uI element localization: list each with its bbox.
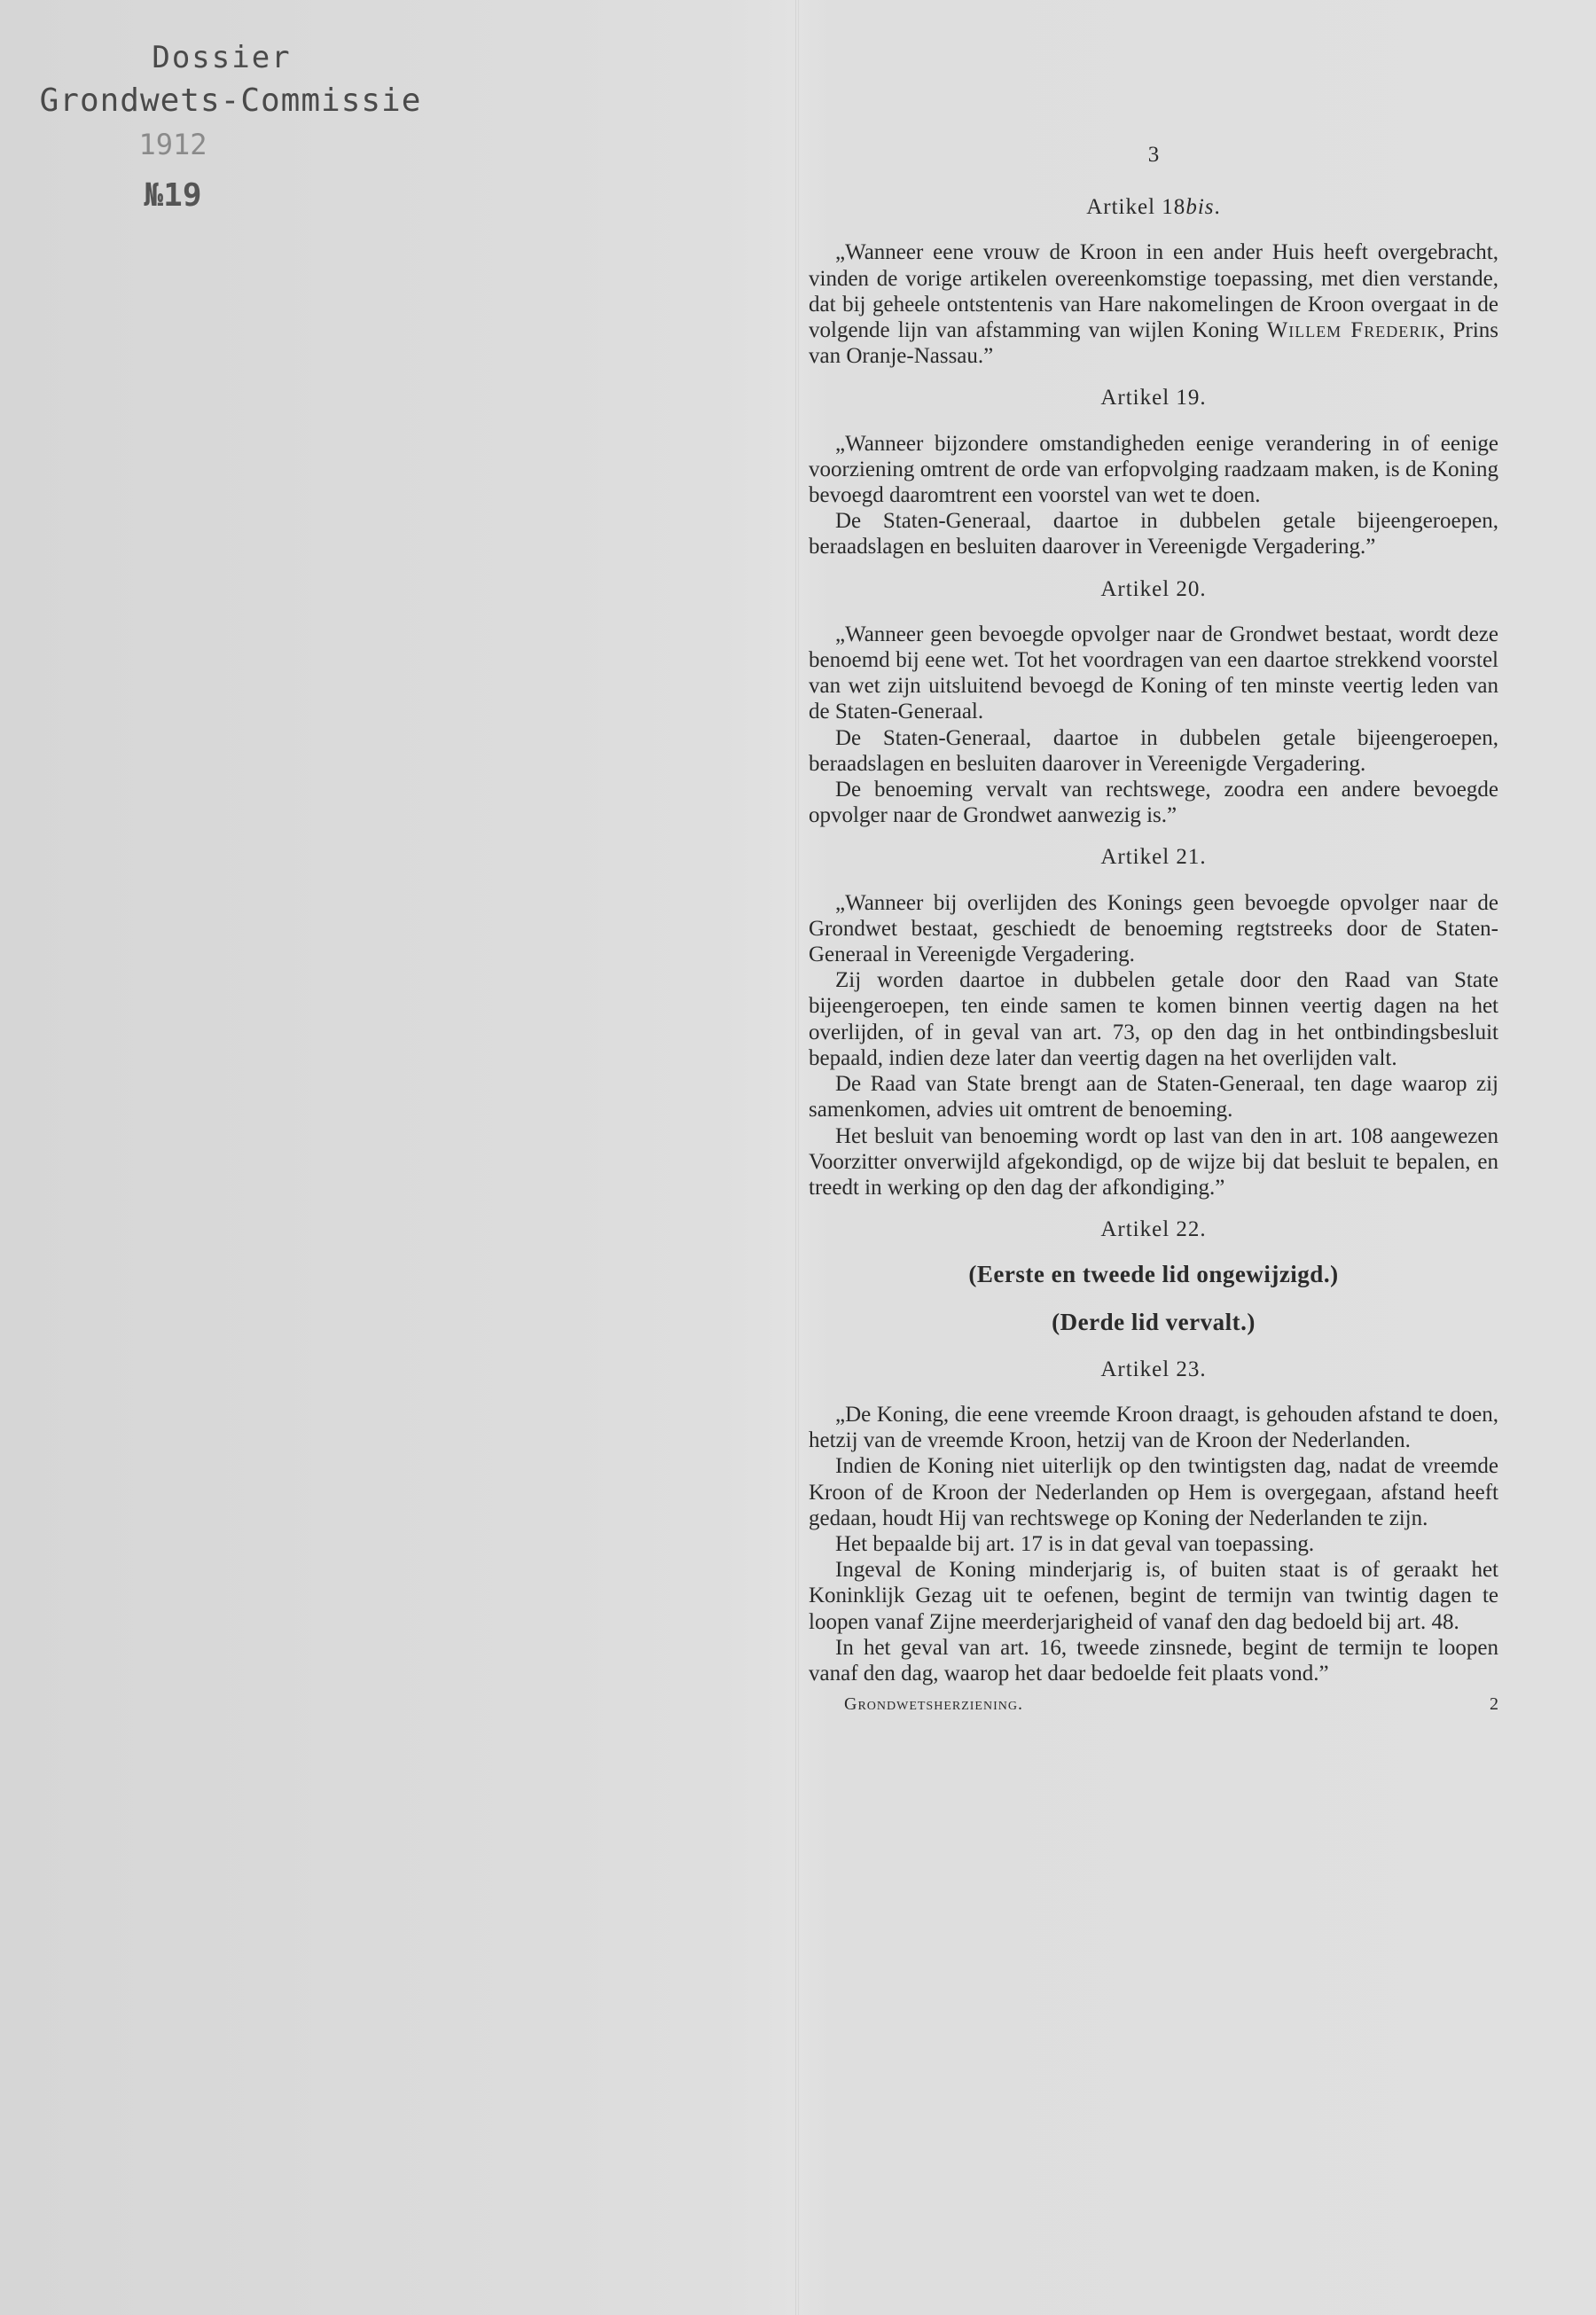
article-18bis-paragraph bbox=[809, 239, 1498, 369]
article-23-paragraph-4: Ingeval de Koning minderjarig is, of buiten staat is of geraakt het Koninklijk Gezag uit te oefenen, begint de termijn van twintig dagen te loopen vanaf Zijne meerderjarigheid of vanaf den dag bedoeld bij art. 48. bbox=[809, 1558, 1498, 1634]
stamp-number: №19 bbox=[144, 177, 202, 214]
article-21-paragraph-2: Zij worden daartoe in dubbelen getale door den Raad van State bijeengeroepen, ten einde samen te komen binnen veertig dagen na het overlijden, of in geval van art. 73, op den dag in het ontbindingsbesluit bepaald, indien deze later dan veertig dagen na het overlijden valt. bbox=[809, 968, 1498, 1070]
article-heading-19: Artikel 19. bbox=[1100, 386, 1207, 411]
article-20-paragraph-2: De Staten-Generaal, daartoe in dubbelen getale bijeengeroepen, beraadslagen en besluiten daarover in Vereenigde Vergadering. bbox=[809, 725, 1498, 776]
page-fold bbox=[795, 0, 799, 2315]
paragraph-tail: , Prins van Oranje-Nassau.” bbox=[809, 318, 1499, 369]
archive-stamp bbox=[35, 40, 426, 214]
article-heading-suffix: bis bbox=[1185, 195, 1215, 220]
article-19-paragraph-2: De Staten-Generaal, daartoe in dubbelen getale bijeengeroepen, beraadslagen en besluiten daarover in Vereenigde Vergadering.” bbox=[809, 509, 1498, 559]
article-heading-20: Artikel 20. bbox=[1100, 576, 1207, 601]
text-column bbox=[809, 142, 1498, 1717]
article-19-paragraph-1: „Wanneer bijzondere omstandigheden eenige verandering in of eenige voorziening omtrent de orde van erfopvolging raadzaam maken, is de Koning bevoegd daaromtrent een voorstel van wet te doen. bbox=[809, 431, 1498, 508]
article-23-paragraph-1: „De Koning, die eene vreemde Kroon draagt, is gehouden afstand te doen, hetzij van de vreemde Kroon, hetzij van de Kroon der Nederlanden. bbox=[809, 1402, 1498, 1453]
article-21-paragraph-3: De Raad van State brengt aan de Staten-Generaal, ten dage waarop zij samenkomen, advies uit omtrent de benoeming. bbox=[809, 1072, 1498, 1122]
article-20-paragraph-3: De benoeming vervalt van rechtswege, zoodra een andere bevoegde opvolger naar de Grondwet aanwezig is.” bbox=[809, 778, 1498, 828]
article-heading-21: Artikel 21. bbox=[1100, 845, 1207, 870]
article-23-paragraph-2: Indien de Koning niet uiterlijk op den twintigsten dag, nadat de vreemde Kroon of de Kroon der Nederlanden op Hem is overgegaan, afstand heeft gedaan, houdt Hij van rechtswege op Koning der Nederlanden te zijn. bbox=[809, 1454, 1498, 1530]
article-heading-end: . bbox=[1214, 195, 1221, 220]
article-heading-text: Artikel 18 bbox=[1086, 195, 1186, 220]
stamp-year: 1912 bbox=[138, 128, 207, 161]
article-22-note-1: (Eerste en tweede lid ongewijzigd.) bbox=[968, 1261, 1339, 1288]
article-21-paragraph-1: „Wanneer bij overlijden des Konings geen bevoegde opvolger naar de Grondwet bestaat, geschiedt de benoeming regtstreeks door de Staten-Generaal in Vereenigde Vergadering. bbox=[809, 890, 1498, 967]
article-22-note-2: (Derde lid vervalt.) bbox=[1052, 1308, 1256, 1335]
article-heading-18bis bbox=[809, 194, 1498, 220]
article-23-paragraph-3: Het bepaalde bij art. 17 is in dat geval van toepassing. bbox=[835, 1531, 1315, 1556]
article-20-paragraph-1: „Wanneer geen bevoegde opvolger naar de Grondwet bestaat, wordt deze benoemd bij eene wet. Tot het voordragen van een daartoe strekkend voorstel van wet zijn uitsluitend bevoegd de Koning of ten minste veertig leden van de Staten-Generaal. bbox=[809, 622, 1498, 724]
page-number: 3 bbox=[1147, 143, 1160, 167]
stamp-dossier: Dossier bbox=[152, 40, 292, 75]
footer-signature: Grondwetsherziening. bbox=[844, 1694, 1023, 1715]
paragraph-text: „Wanneer eene vrouw de Kroon in een ander Huis heeft overgebracht, vinden de vorige artikelen overeenkomstige toepassing, met dien verstande, dat bij geheele ontstentenis van Hare nakomelingen de Kroon overgaat in de volgende lijn van afstamming van wijlen Koning bbox=[809, 240, 1498, 343]
stamp-commission: Grondwets-Commissie bbox=[39, 82, 422, 119]
article-heading-22: Artikel 22. bbox=[1100, 1217, 1207, 1242]
page-footer bbox=[809, 1692, 1498, 1717]
king-name: Willem Frederik bbox=[1266, 318, 1440, 343]
footer-sheet-number: 2 bbox=[1490, 1694, 1498, 1715]
article-23-paragraph-5: In het geval van art. 16, tweede zinsnede, begint de termijn te loopen vanaf den dag, waarop het daar bedoelde feit plaats vond.” bbox=[809, 1635, 1498, 1685]
article-21-paragraph-4: Het besluit van benoeming wordt op last van den in art. 108 aangewezen Voorzitter onverwijld afgekondigd, op de wijze bij dat besluit te bepalen, en treedt in werking op den dag der afkondiging.” bbox=[809, 1123, 1498, 1200]
article-heading-23: Artikel 23. bbox=[1100, 1357, 1207, 1381]
